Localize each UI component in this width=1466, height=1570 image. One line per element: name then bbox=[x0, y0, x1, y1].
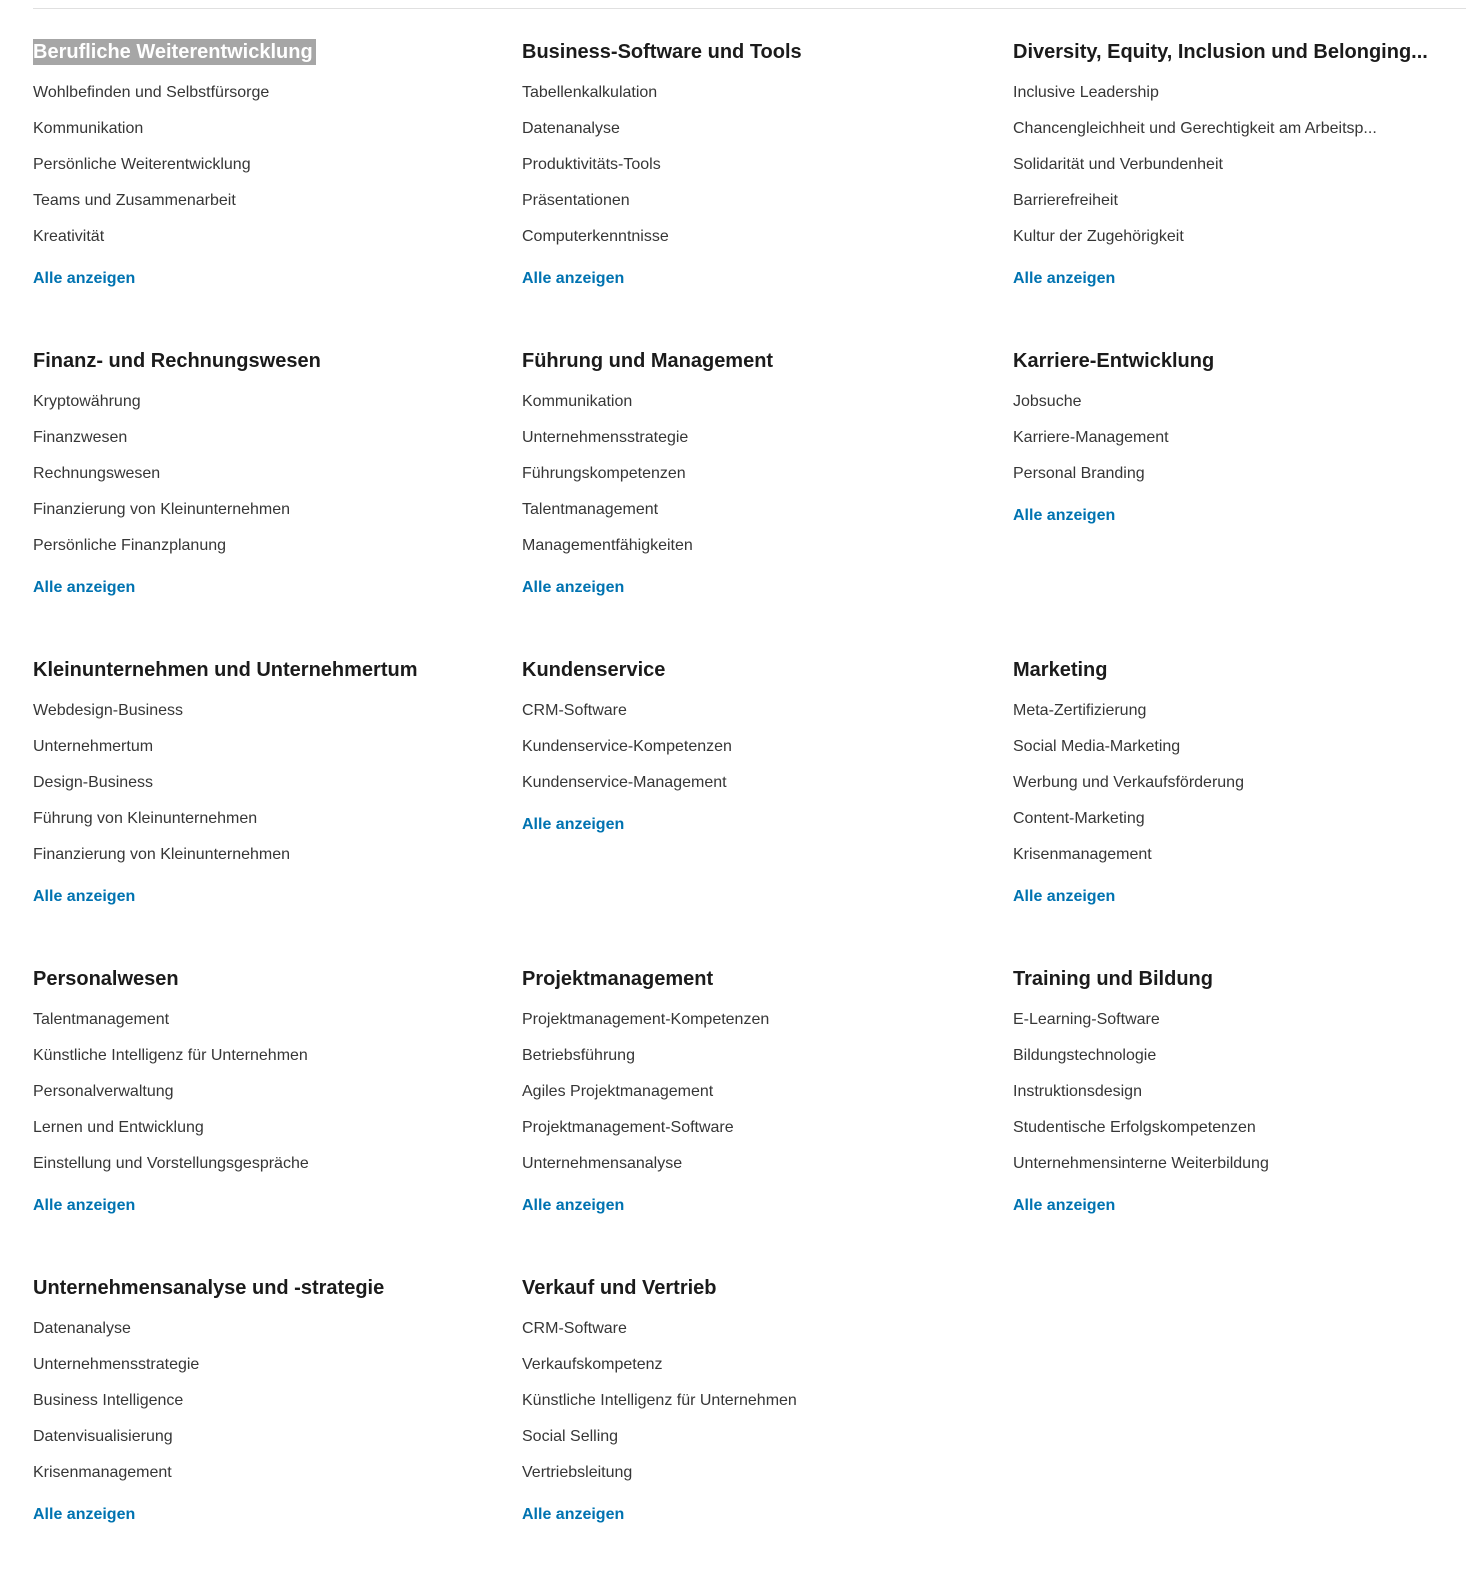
show-all-link[interactable]: Alle anzeigen bbox=[33, 270, 136, 287]
category-title[interactable] bbox=[33, 965, 508, 993]
category-title-label: Berufliche Weiterentwicklung bbox=[33, 39, 316, 65]
category-title-label: Marketing bbox=[1013, 659, 1108, 681]
topic-link[interactable]: Social Selling bbox=[522, 1428, 619, 1445]
show-all-link[interactable]: Alle anzeigen bbox=[522, 1197, 625, 1214]
category-section bbox=[522, 347, 1013, 598]
topic-link[interactable]: Instruktionsdesign bbox=[1013, 1083, 1142, 1100]
topic-link[interactable]: Kommunikation bbox=[522, 393, 633, 410]
category-section bbox=[1013, 656, 1466, 907]
topic-link[interactable]: Managementfähigkeiten bbox=[522, 537, 693, 554]
category-title[interactable] bbox=[522, 347, 999, 375]
category-title[interactable] bbox=[522, 965, 999, 993]
category-section bbox=[33, 347, 522, 598]
category-section bbox=[1013, 965, 1466, 1216]
show-all-link[interactable]: Alle anzeigen bbox=[522, 1506, 625, 1523]
topic-link[interactable]: Wohlbefinden und Selbstfürsorge bbox=[33, 84, 270, 101]
topic-link[interactable]: Teams und Zusammenarbeit bbox=[33, 192, 236, 209]
topic-link[interactable]: Agiles Projektmanagement bbox=[522, 1083, 714, 1100]
topic-link[interactable]: Business Intelligence bbox=[33, 1392, 184, 1409]
topic-link[interactable]: Inclusive Leadership bbox=[1013, 84, 1159, 101]
topic-link[interactable]: Führung von Kleinunternehmen bbox=[33, 810, 258, 827]
topic-link[interactable]: Kreativität bbox=[33, 228, 105, 245]
topic-list bbox=[522, 1311, 999, 1491]
topic-link[interactable]: Präsentationen bbox=[522, 192, 630, 209]
topic-link[interactable]: Webdesign-Business bbox=[33, 702, 184, 719]
topic-list bbox=[33, 1002, 508, 1182]
category-section bbox=[33, 656, 522, 907]
topic-link[interactable]: Computerkenntnisse bbox=[522, 228, 669, 245]
topic-link[interactable]: Krisenmanagement bbox=[33, 1464, 172, 1481]
category-section bbox=[1013, 347, 1466, 598]
category-title-label: Kundenservice bbox=[522, 659, 666, 681]
topic-link[interactable]: Chancengleichheit und Gerechtigkeit am Arbeitsp... bbox=[1013, 120, 1377, 137]
category-title[interactable] bbox=[522, 1274, 999, 1302]
category-title-label: Kleinunternehmen und Unternehmertum bbox=[33, 659, 418, 681]
topic-link[interactable]: Meta-Zertifizierung bbox=[1013, 702, 1147, 719]
topic-link[interactable]: Finanzierung von Kleinunternehmen bbox=[33, 501, 291, 518]
topic-link[interactable]: Werbung und Verkaufsförderung bbox=[1013, 774, 1244, 791]
topic-link[interactable]: CRM-Software bbox=[522, 1320, 627, 1337]
category-title-label: Projektmanagement bbox=[522, 968, 714, 990]
topic-link[interactable]: Persönliche Finanzplanung bbox=[33, 537, 227, 554]
show-all-link[interactable]: Alle anzeigen bbox=[33, 1197, 136, 1214]
category-grid bbox=[33, 9, 1466, 1525]
topic-link[interactable]: Vertriebsleitung bbox=[522, 1464, 633, 1481]
topic-link[interactable]: Projektmanagement-Kompetenzen bbox=[522, 1011, 770, 1028]
topic-link[interactable]: Studentische Erfolgskompetenzen bbox=[1013, 1119, 1256, 1136]
category-section bbox=[33, 1274, 522, 1525]
topic-link[interactable]: E-Learning-Software bbox=[1013, 1011, 1160, 1028]
topic-list bbox=[522, 1002, 999, 1182]
topic-link[interactable]: Krisenmanagement bbox=[1013, 846, 1152, 863]
category-title[interactable] bbox=[33, 38, 508, 66]
topic-link[interactable]: Projektmanagement-Software bbox=[522, 1119, 734, 1136]
topic-link[interactable]: Unternehmensstrategie bbox=[522, 429, 689, 446]
category-title-label: Führung und Management bbox=[522, 350, 774, 372]
category-section bbox=[522, 656, 1013, 907]
topic-link[interactable]: Content-Marketing bbox=[1013, 810, 1145, 827]
show-all-link[interactable]: Alle anzeigen bbox=[522, 270, 625, 287]
category-title[interactable] bbox=[1013, 965, 1452, 993]
topic-list bbox=[522, 693, 999, 801]
topic-link[interactable]: Datenvisualisierung bbox=[33, 1428, 173, 1445]
topic-list bbox=[33, 384, 508, 564]
show-all-link[interactable]: Alle anzeigen bbox=[522, 816, 625, 833]
topic-link[interactable]: Persönliche Weiterentwicklung bbox=[33, 156, 251, 173]
category-section bbox=[522, 1274, 1013, 1525]
show-all-link[interactable]: Alle anzeigen bbox=[1013, 507, 1116, 524]
category-title-label: Unternehmensanalyse und -strategie bbox=[33, 1277, 385, 1299]
topic-link[interactable]: Rechnungswesen bbox=[33, 465, 161, 482]
category-title[interactable] bbox=[33, 347, 508, 375]
topic-list bbox=[522, 75, 999, 255]
category-section bbox=[1013, 38, 1466, 289]
show-all-link[interactable]: Alle anzeigen bbox=[33, 1506, 136, 1523]
category-section bbox=[522, 38, 1013, 289]
topic-list bbox=[33, 75, 508, 255]
show-all-link[interactable]: Alle anzeigen bbox=[33, 888, 136, 905]
topic-link[interactable]: Kommunikation bbox=[33, 120, 144, 137]
topic-list bbox=[33, 693, 508, 873]
topic-link[interactable]: Unternehmensstrategie bbox=[33, 1356, 200, 1373]
topic-link[interactable]: Talentmanagement bbox=[33, 1011, 170, 1028]
category-title[interactable] bbox=[1013, 347, 1452, 375]
category-title[interactable] bbox=[33, 656, 508, 684]
category-title-label: Finanz- und Rechnungswesen bbox=[33, 350, 321, 372]
topic-link[interactable]: Kryptowährung bbox=[33, 393, 141, 410]
topic-link[interactable]: Kultur der Zugehörigkeit bbox=[1013, 228, 1184, 245]
show-all-link[interactable]: Alle anzeigen bbox=[522, 579, 625, 596]
topic-link[interactable]: Kundenservice-Management bbox=[522, 774, 727, 791]
topic-link[interactable]: Personalverwaltung bbox=[33, 1083, 174, 1100]
topic-link[interactable]: Betriebsführung bbox=[522, 1047, 635, 1064]
topic-link[interactable]: Jobsuche bbox=[1013, 393, 1082, 410]
category-section bbox=[522, 965, 1013, 1216]
topic-link[interactable]: Design-Business bbox=[33, 774, 154, 791]
topic-link[interactable]: Künstliche Intelligenz für Unternehmen bbox=[33, 1047, 308, 1064]
topic-link[interactable]: Verkaufskompetenz bbox=[522, 1356, 663, 1373]
topic-list bbox=[522, 384, 999, 564]
show-all-link[interactable]: Alle anzeigen bbox=[33, 579, 136, 596]
topic-link[interactable]: Produktivitäts-Tools bbox=[522, 156, 661, 173]
topic-link[interactable]: Social Media-Marketing bbox=[1013, 738, 1181, 755]
category-title-label: Personalwesen bbox=[33, 968, 179, 990]
topic-link[interactable]: Datenanalyse bbox=[33, 1320, 131, 1337]
topic-link[interactable]: Künstliche Intelligenz für Unternehmen bbox=[522, 1392, 797, 1409]
topic-link[interactable]: Unternehmensinterne Weiterbildung bbox=[1013, 1155, 1269, 1172]
topic-link[interactable]: Solidarität und Verbundenheit bbox=[1013, 156, 1223, 173]
category-title-label: Business-Software und Tools bbox=[522, 41, 802, 63]
topic-link[interactable]: Talentmanagement bbox=[522, 501, 659, 518]
topic-link[interactable]: Datenanalyse bbox=[522, 120, 620, 137]
show-all-link[interactable]: Alle anzeigen bbox=[1013, 270, 1116, 287]
topic-link[interactable]: Karriere-Management bbox=[1013, 429, 1169, 446]
category-title[interactable] bbox=[1013, 38, 1452, 66]
topic-link[interactable]: Bildungstechnologie bbox=[1013, 1047, 1157, 1064]
topic-list bbox=[1013, 75, 1452, 255]
topic-link[interactable]: Unternehmensanalyse bbox=[522, 1155, 683, 1172]
topic-link[interactable]: Barrierefreiheit bbox=[1013, 192, 1118, 209]
category-title[interactable] bbox=[33, 1274, 508, 1302]
topic-link[interactable]: Kundenservice-Kompetenzen bbox=[522, 738, 732, 755]
topic-link[interactable]: Unternehmertum bbox=[33, 738, 154, 755]
show-all-link[interactable]: Alle anzeigen bbox=[1013, 1197, 1116, 1214]
category-title[interactable] bbox=[522, 38, 999, 66]
category-title-label: Karriere-Entwicklung bbox=[1013, 350, 1215, 372]
topic-link[interactable]: Einstellung und Vorstellungsgespräche bbox=[33, 1155, 309, 1172]
topic-link[interactable]: Führungskompetenzen bbox=[522, 465, 686, 482]
topic-link[interactable]: Tabellenkalkulation bbox=[522, 84, 658, 101]
topic-link[interactable]: Finanzwesen bbox=[33, 429, 128, 446]
topic-list bbox=[1013, 693, 1452, 873]
topic-link[interactable]: Lernen und Entwicklung bbox=[33, 1119, 204, 1136]
topic-list bbox=[1013, 384, 1452, 492]
category-section bbox=[33, 38, 522, 289]
topic-link[interactable]: CRM-Software bbox=[522, 702, 627, 719]
category-title-label: Training und Bildung bbox=[1013, 968, 1213, 990]
category-title[interactable] bbox=[1013, 656, 1452, 684]
category-title[interactable] bbox=[522, 656, 999, 684]
topic-link[interactable]: Finanzierung von Kleinunternehmen bbox=[33, 846, 291, 863]
topic-list bbox=[1013, 1002, 1452, 1182]
category-title-label: Verkauf und Vertrieb bbox=[522, 1277, 717, 1299]
topic-list bbox=[33, 1311, 508, 1491]
category-section bbox=[33, 965, 522, 1216]
show-all-link[interactable]: Alle anzeigen bbox=[1013, 888, 1116, 905]
topic-link[interactable]: Personal Branding bbox=[1013, 465, 1145, 482]
category-title-label: Diversity, Equity, Inclusion und Belonging... bbox=[1013, 41, 1428, 63]
